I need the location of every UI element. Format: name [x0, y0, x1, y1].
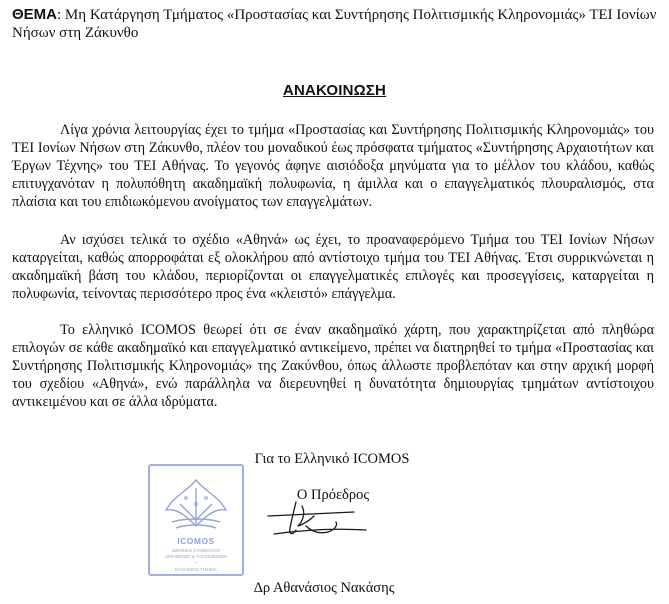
announcement-heading: ΑΝΑΚΟΙΝΩΣΗ	[282, 82, 387, 99]
stamp-text-line: —	[193, 560, 199, 565]
stamp-text-line: ΜΝΗΜΕΙΩΝ & ΤΟΠΟΘΕΣΙΩΝ	[165, 554, 227, 559]
signature-org-line: Για το Ελληνικό ICOMOS	[254, 451, 410, 467]
icomos-emblem-icon	[156, 474, 236, 534]
stamp-text-line: ΕΛΛΗΝΙΚΟ ΤΜΗΜΑ	[175, 567, 217, 572]
icomos-stamp	[148, 464, 244, 576]
subject-text: : Μη Κατάργηση Τμήματος «Προστασίας και Συντήρησης Πολιτισμικής Κληρονομιάς» ΤΕΙ Ιονίων Νήσων στη Ζάκυνθο	[12, 7, 657, 41]
signature-role: Ο Πρόεδρος	[296, 487, 370, 503]
signer-name: Δρ Αθανάσιος Νακάσης	[253, 580, 395, 596]
subject-label: ΘΕΜΑ	[12, 6, 57, 23]
paragraph-2: Αν ισχύσει τελικά το σχέδιο «Αθηνά» ως έχει, το προαναφερόμενο Τμήμα του ΤΕΙ Ιονίων Νήσων καταργείται, καθώς απορροφάται εξ ολοκλήρου από αντίστοιχο τμήμα του ΤΕΙ Αθήνας. Έτσι συρρικνώνεται η ακαδημαϊκή βάση του κλάδου, περιορίζονται οι επαγγελματικές επιλογές και προσεγγίσεις, καταργείται η πολυφωνία, τείνοντας περισσότερο προς ένα «κλειστό» επάγγελμα.	[12, 232, 654, 302]
paragraph-1: Λίγα χρόνια λειτουργίας έχει το τμήμα «Προστασίας και Συντήρησης Πολιτισμικής Κληρονομιάς» του ΤΕΙ Ιονίων Νήσων στη Ζάκυνθο, πλέον του μοναδικού έως πρόσφατα τμήματος «Συντήρησης Αρχαιοτήτων και Έργων Τέχνης» του ΤΕΙ Αθήνας. Το γεγονός άφηνε αισιόδοξα μηνύματα για το μέλλον του κλάδου, καθώς επιτυγχανόταν η πολυπόθητη ακαδημαϊκή πολυφωνία, η άμιλλα και ο επαγγελματικός πλουραλισμός, στα πλαίσια και του επιδιωκόμενου ανοίγματος των επαγγελμάτων.	[12, 122, 654, 210]
handwritten-signature-icon	[262, 496, 372, 542]
stamp-text-line: ΔΙΕΘΝΕΣ ΣΥΜΒΟΥΛΙΟ	[171, 548, 221, 553]
subject-line	[12, 6, 662, 42]
paragraph-3: Το ελληνικό ICOMOS θεωρεί ότι σε έναν ακαδημαϊκό χάρτη, που χαρακτηρίζεται από πληθώρα επιλογών σε κάθε ακαδημαϊκό και επαγγελματικό αντικείμενο, πρέπει να διατηρηθεί το τμήμα «Προστασίας και Συντήρησης Πολιτισμικής Κληρονομιάς» της Ζακύνθου, όπως άλλωστε προβλεπόταν και στην αρχική μορφή του σχεδίου «Αθηνά», ενώ παράλληλα να διερευνηθεί η δυνατότητα δημιουργίας τμημάτων αντίστοιχου αντικειμένου και σε άλλα ιδρύματα.	[12, 322, 654, 410]
stamp-org-name: ICOMOS	[177, 536, 215, 546]
